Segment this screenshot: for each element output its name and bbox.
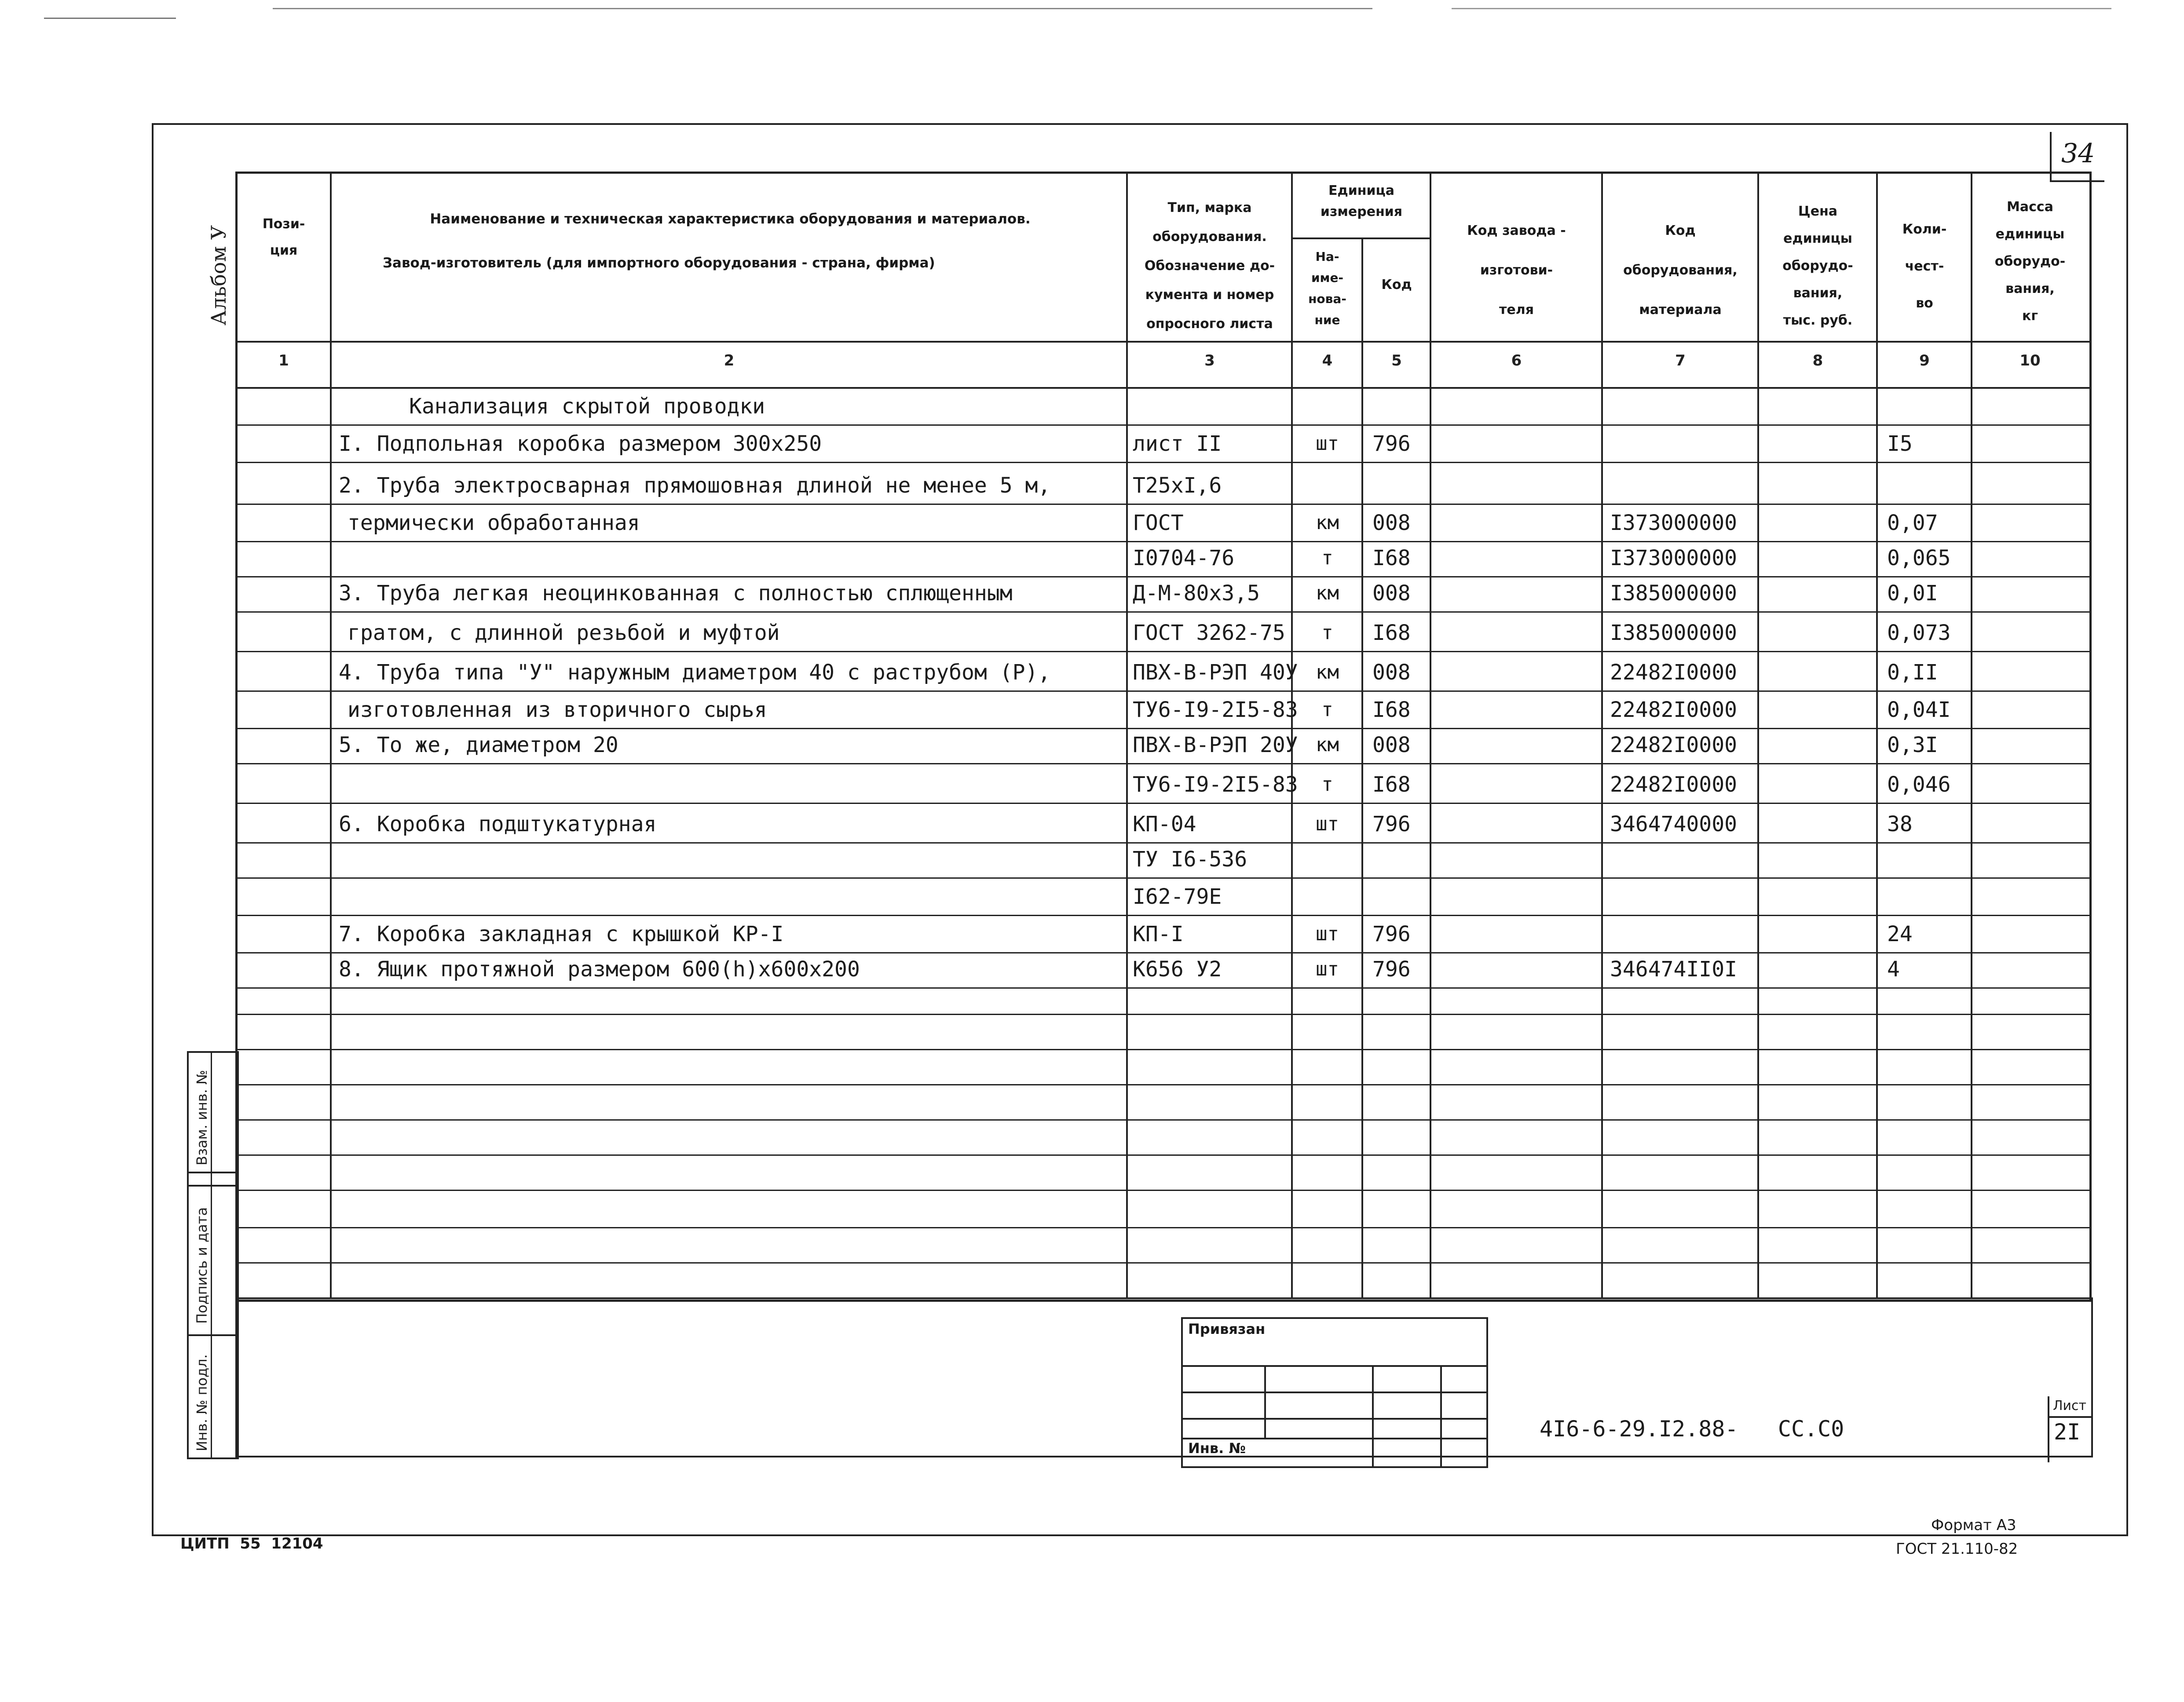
cell-unit: шт <box>1316 923 1339 945</box>
cell-unit: т <box>1321 698 1333 721</box>
cell-qty: 0,07 <box>1887 511 1938 535</box>
header-quantity: Коли- чест- во <box>1902 222 1947 311</box>
cell-name: 2. Труба электросварная прямошовная длиной не менее 5 м, <box>339 473 1051 498</box>
cell-type: Т25хI,6 <box>1133 473 1222 498</box>
empty-row-divider <box>235 1014 2089 1015</box>
cell-mat: 22482I0000 <box>1610 772 1737 797</box>
row-divider <box>235 462 2089 463</box>
row-divider <box>235 915 2089 916</box>
cell-type: КП-04 <box>1133 812 1196 836</box>
colnum-1: 1 <box>278 352 289 369</box>
cell-code: 796 <box>1372 812 1411 836</box>
cell-code: 796 <box>1372 431 1411 456</box>
cell-type: ГОСТ <box>1133 511 1184 535</box>
cell-code: I68 <box>1372 621 1411 645</box>
empty-row-divider <box>235 1262 2089 1264</box>
colnum-9: 9 <box>1919 352 1930 369</box>
footer-gost: ГОСТ 21.110-82 <box>1896 1540 2018 1558</box>
cell-mat: I385000000 <box>1610 581 1737 606</box>
header-unit-code: Код <box>1381 277 1412 292</box>
cell-type: ПВХ-В-РЭП 20У <box>1133 733 1298 757</box>
cell-name: гратом, с длинной резьбой и муфтой <box>348 621 780 645</box>
cell-unit: т <box>1321 773 1333 796</box>
col-line-9 <box>1971 172 1972 1297</box>
cell-type: I0704-76 <box>1133 546 1235 570</box>
cell-unit: шт <box>1316 813 1339 835</box>
cell-mat: 22482I0000 <box>1610 733 1737 757</box>
cell-qty: 0,3I <box>1887 733 1938 757</box>
cell-unit: т <box>1321 547 1333 569</box>
unit-group-divider <box>1291 237 1430 239</box>
colnum-4: 4 <box>1322 352 1333 369</box>
cell-code: 008 <box>1372 733 1411 757</box>
cell-type: КП-I <box>1133 922 1184 946</box>
cell-qty: 0,04I <box>1887 698 1951 722</box>
header-type: Тип, марка оборудования. Обозначение до- кумента и номер опросного листа <box>1144 200 1275 332</box>
cell-mat: 22482I0000 <box>1610 660 1737 685</box>
row-divider <box>235 763 2089 764</box>
header-price: Цена единицы оборудо- вания, тыс. руб. <box>1782 204 1853 328</box>
header-mass: Масса единицы оборудо- вания, кг <box>1994 199 2066 324</box>
cell-unit: км <box>1316 582 1339 604</box>
col-line-8 <box>1876 172 1878 1297</box>
row-divider <box>235 987 2089 989</box>
cell-qty: 4 <box>1887 957 1900 982</box>
cell-code: 008 <box>1372 581 1411 606</box>
row-divider <box>235 952 2089 953</box>
cell-name: термически обработанная <box>348 511 640 535</box>
cell-code: I68 <box>1372 698 1411 722</box>
side-stamp-inv-podl: Инв. № подл. <box>194 1354 210 1451</box>
header-name-line2: Завод-изготовитель (для импортного оборудования - страна, фирма) <box>383 255 935 271</box>
col-line-1 <box>330 172 332 1297</box>
cell-type: Д-М-80х3,5 <box>1133 581 1260 606</box>
row-divider <box>235 877 2089 879</box>
cell-type: ТУ I6-536 <box>1133 847 1247 872</box>
cell-unit: т <box>1321 621 1333 644</box>
scan-mark <box>273 8 1372 9</box>
cell-qty: 38 <box>1887 812 1913 836</box>
empty-row-divider <box>235 1084 2089 1085</box>
row-divider <box>235 541 2089 542</box>
row-divider <box>235 611 2089 613</box>
cell-name: 8. Ящик протяжной размером 600(h)х600х200 <box>339 957 860 982</box>
cell-type: ТУ6-I9-2I5-83 <box>1133 772 1298 797</box>
cell-qty: 0,0I <box>1887 581 1938 606</box>
cell-name: 3. Труба легкая неоцинкованная с полностью сплющенным <box>339 581 1013 606</box>
cell-code: 008 <box>1372 511 1411 535</box>
scan-mark <box>44 18 176 19</box>
header-divider <box>235 341 2089 343</box>
colnum-5: 5 <box>1391 352 1402 369</box>
cell-name: I. Подпольная коробка размером 300х250 <box>339 431 822 456</box>
row-divider <box>235 504 2089 505</box>
empty-row-divider <box>235 1119 2089 1121</box>
col-line-6 <box>1601 172 1603 1297</box>
empty-row-divider <box>235 1049 2089 1050</box>
list-label: Лист <box>2053 1398 2087 1413</box>
binding-stamp <box>1181 1317 1488 1468</box>
colnum-10: 10 <box>2019 352 2041 369</box>
colnum-3: 3 <box>1204 352 1215 369</box>
row-divider <box>235 424 2089 426</box>
cell-type: ГОСТ 3262-75 <box>1133 621 1285 645</box>
col-line-7 <box>1757 172 1759 1297</box>
row-divider <box>235 690 2089 692</box>
cell-qty: 0,065 <box>1887 546 1951 570</box>
inv-number-label: Инв. № <box>1188 1440 1246 1457</box>
cell-unit: шт <box>1316 958 1339 980</box>
binding-label: Привязан <box>1188 1321 1266 1337</box>
col-line-4 <box>1361 237 1363 1297</box>
album-label: Альбом У <box>207 225 230 325</box>
cell-type: ПВХ-В-РЭП 40У <box>1133 660 1298 685</box>
empty-row-divider <box>235 1190 2089 1191</box>
cell-mat: 22482I0000 <box>1610 698 1737 722</box>
sheet-number-text: 34 <box>2061 138 2095 169</box>
footer-format: Формат А3 <box>1931 1516 2016 1534</box>
cell-name: 7. Коробка закладная с крышкой КР-I <box>339 922 784 946</box>
cell-unit: шт <box>1316 432 1339 455</box>
header-unit-name: На- име- нова- ние <box>1308 249 1346 327</box>
cell-code: 796 <box>1372 922 1411 946</box>
cell-unit: км <box>1316 511 1339 534</box>
row-divider <box>235 803 2089 804</box>
cell-code: 008 <box>1372 660 1411 685</box>
header-name-line1: Наименование и техническая характеристика оборудования и материалов. <box>430 211 1031 227</box>
list-number: 2I <box>2054 1419 2081 1445</box>
cell-name: Канализация скрытой проводки <box>409 394 765 419</box>
cell-mat: I385000000 <box>1610 621 1737 645</box>
header-position: Пози- ция <box>262 216 305 258</box>
row-divider <box>235 576 2089 577</box>
cell-mat: 3464740000 <box>1610 812 1737 836</box>
cell-code: I68 <box>1372 546 1411 570</box>
colnum-8: 8 <box>1812 352 1823 369</box>
header-unit-group: Единица измерения <box>1320 183 1403 219</box>
colnum-7: 7 <box>1675 352 1686 369</box>
list-box <box>2048 1396 2091 1462</box>
row-divider <box>235 728 2089 729</box>
cell-type: лист II <box>1133 431 1222 456</box>
cell-unit: км <box>1316 734 1339 756</box>
cell-code: 796 <box>1372 957 1411 982</box>
cell-name: 4. Труба типа "У" наружным диаметром 40 с раструбом (Р), <box>339 660 1051 685</box>
cell-code: I68 <box>1372 772 1411 797</box>
scan-mark <box>1452 8 2111 9</box>
cell-mat: I373000000 <box>1610 546 1737 570</box>
empty-row-divider <box>235 1154 2089 1156</box>
cell-unit: км <box>1316 661 1339 683</box>
colnum-2: 2 <box>724 352 735 369</box>
cell-type: I62-79Е <box>1133 884 1222 909</box>
cell-qty: 0,II <box>1887 660 1938 685</box>
cell-name: 6. Коробка подштукатурная <box>339 812 657 836</box>
col-line-2 <box>1126 172 1128 1297</box>
side-stamp-vzam: Взам. инв. № <box>194 1070 210 1165</box>
empty-row-divider <box>235 1227 2089 1228</box>
side-stamp-podpis: Подпись и дата <box>194 1207 210 1324</box>
cell-mat: I373000000 <box>1610 511 1737 535</box>
cell-name: изготовленная из вторичного сырья <box>348 698 767 722</box>
footer-left-code: ЦИТП 55 12104 <box>180 1535 323 1552</box>
col-line-5 <box>1430 172 1431 1297</box>
cell-qty: 0,073 <box>1887 621 1951 645</box>
cell-qty: I5 <box>1887 431 1913 456</box>
header-factory-code: Код завода - изготови- теля <box>1467 223 1566 318</box>
cell-type: ТУ6-I9-2I5-83 <box>1133 698 1298 722</box>
row-divider <box>235 842 2089 844</box>
column-number-divider <box>235 387 2089 389</box>
cell-qty: 24 <box>1887 922 1913 946</box>
cell-mat: 346474II0I <box>1610 957 1737 982</box>
row-divider <box>235 651 2089 652</box>
cell-type: К656 У2 <box>1133 957 1222 982</box>
header-material-code: Код оборудования, материала <box>1623 223 1738 318</box>
document-designation: 4I6-6-29.I2.88- СС.С0 <box>1540 1416 1844 1442</box>
cell-name: 5. То же, диаметром 20 <box>339 733 618 757</box>
cell-qty: 0,046 <box>1887 772 1951 797</box>
colnum-6: 6 <box>1511 352 1522 369</box>
